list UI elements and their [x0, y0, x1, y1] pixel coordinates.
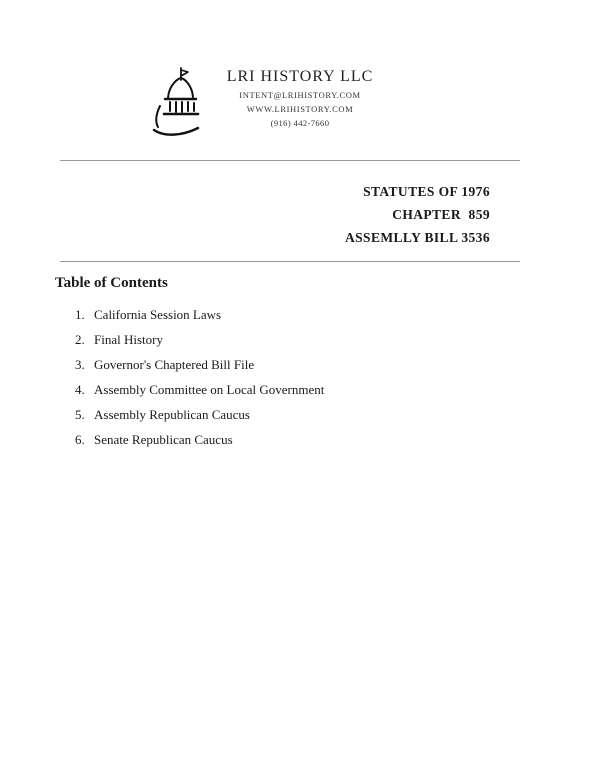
- divider-bottom: [60, 261, 520, 262]
- toc-item-california-session-laws: 1. California Session Laws: [88, 308, 324, 321]
- statutes-year-line: STATUTES OF 1976: [363, 184, 490, 199]
- toc-item-assembly-committee-local-government: 4. Assembly Committee on Local Government: [88, 383, 324, 396]
- company-name: LRI HISTORY LLC: [226, 68, 374, 85]
- toc-item-final-history: 2. Final History: [88, 333, 324, 346]
- toc-heading: Table of Contents: [55, 275, 168, 291]
- toc-list: [88, 308, 324, 458]
- company-email: INTENT@LRIHISTORY.COM: [239, 90, 361, 100]
- toc-item-governors-chaptered-bill-file: 3. Governor's Chaptered Bill File: [88, 358, 324, 371]
- assembly-bill-line: ASSEMLLY BILL 3536: [344, 230, 490, 245]
- statute-title-block: [345, 180, 490, 249]
- letterhead: [0, 62, 600, 152]
- toc-item-senate-republican-caucus: 6. Senate Republican Caucus: [88, 433, 324, 446]
- chapter-line: CHAPTER 859: [392, 207, 490, 222]
- letterhead-text: [0, 68, 600, 128]
- company-phone: (916) 442-7660: [270, 118, 330, 128]
- toc-item-assembly-republican-caucus: 5. Assembly Republican Caucus: [88, 408, 324, 421]
- divider-top: [60, 160, 520, 161]
- company-website: WWW.LRIHISTORY.COM: [246, 104, 354, 114]
